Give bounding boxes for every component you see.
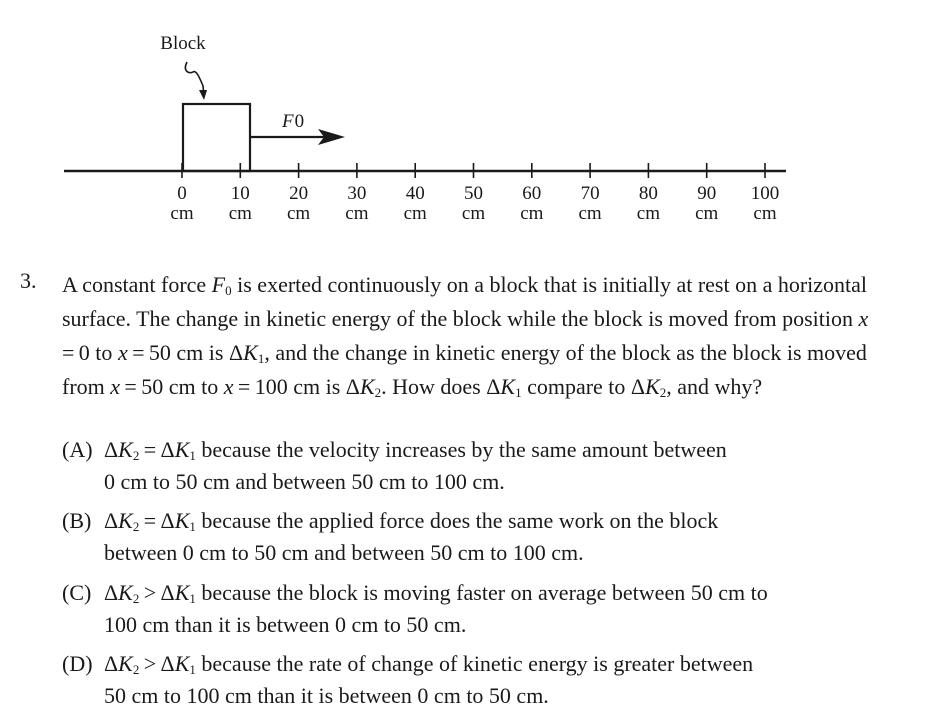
choice-text-line1: $\Delta K_2 = \Delta K_1$ because the velocity increases by the same amount between — [104, 437, 727, 463]
tick-unit-label: cm — [578, 203, 602, 224]
tick-unit-label: cm — [461, 203, 486, 224]
force-subscript: 0 — [294, 111, 305, 132]
tick-unit-label: cm — [345, 203, 369, 224]
block-pointer-arrowhead — [199, 90, 207, 100]
tick-unit-label: cm — [170, 203, 194, 224]
question-number: 3. — [20, 268, 37, 293]
force-label — [281, 111, 304, 132]
tick-value-label: 20 — [289, 183, 309, 204]
block — [183, 104, 250, 171]
tick-value-label: 90 — [697, 183, 717, 204]
answer-choice-a[interactable] — [62, 434, 882, 498]
choice-letter: (A) — [62, 437, 93, 462]
tick-unit-label: cm — [286, 203, 311, 224]
choice-text-line2: 0 cm to 50 cm and between 50 cm to 100 cm. — [104, 469, 505, 494]
choice-text-line2: 50 cm to 100 cm than it is between 0 cm to 50 cm. — [104, 683, 549, 708]
tick-value-label: 0 — [177, 183, 187, 204]
tick-value-label: 80 — [638, 183, 658, 204]
tick-value-label: 40 — [405, 183, 425, 204]
block-label: Block — [160, 33, 206, 54]
tick-unit-label: cm — [520, 203, 544, 224]
tick-value-label: 70 — [580, 183, 600, 204]
answer-choice-d[interactable] — [62, 648, 882, 712]
tick-unit-label: cm — [753, 203, 777, 224]
choice-letter: (D) — [62, 651, 93, 676]
tick-value-label: 100 — [750, 183, 780, 204]
choice-text-line1: $\Delta K_2 > \Delta K_1$ because the rate of change of kinetic energy is greater between — [104, 651, 754, 677]
answer-choice-c[interactable] — [62, 577, 882, 641]
choice-text-line1: $\Delta K_2 = \Delta K_1$ because the applied force does the same work on the block — [104, 508, 719, 534]
choice-text-line2: 100 cm than it is between 0 cm to 50 cm. — [104, 612, 467, 637]
tick-value-label: 50 — [464, 183, 483, 204]
tick-unit-label: cm — [695, 203, 719, 224]
tick-value-label: 30 — [347, 183, 367, 204]
block-force-diagram — [0, 0, 928, 240]
choice-letter: (B) — [62, 508, 92, 533]
tick-unit-label: cm — [636, 203, 661, 224]
tick-unit-label: cm — [228, 203, 252, 224]
tick-value-label: 60 — [522, 183, 542, 204]
choice-text-line2: between 0 cm to 50 cm and between 50 cm to 100 cm. — [104, 540, 584, 565]
force-symbol: F — [282, 111, 294, 132]
choice-letter: (C) — [62, 580, 92, 605]
choice-text-line1: $\Delta K_2 > \Delta K_1$ because the block is moving faster on average between 50 cm to — [104, 580, 768, 606]
question-stem: A constant force $F_0$ is exerted continuously on a block that is initially at rest on a horizontal surface. The change in kinetic energy of the block while the block is moved from position x = 0 to x = 50 cm is $\Delta K_1$, and the change in kinetic energy of the block as the block is moved from x = 50 cm to x = 100 cm is $\Delta K_2$. How does $\Delta K_1$ compare to $\Delta K_2$, and why? — [62, 272, 873, 400]
answer-choice-b[interactable] — [62, 505, 882, 569]
tick-unit-label: cm — [403, 203, 427, 224]
tick-value-label: 10 — [230, 183, 250, 204]
